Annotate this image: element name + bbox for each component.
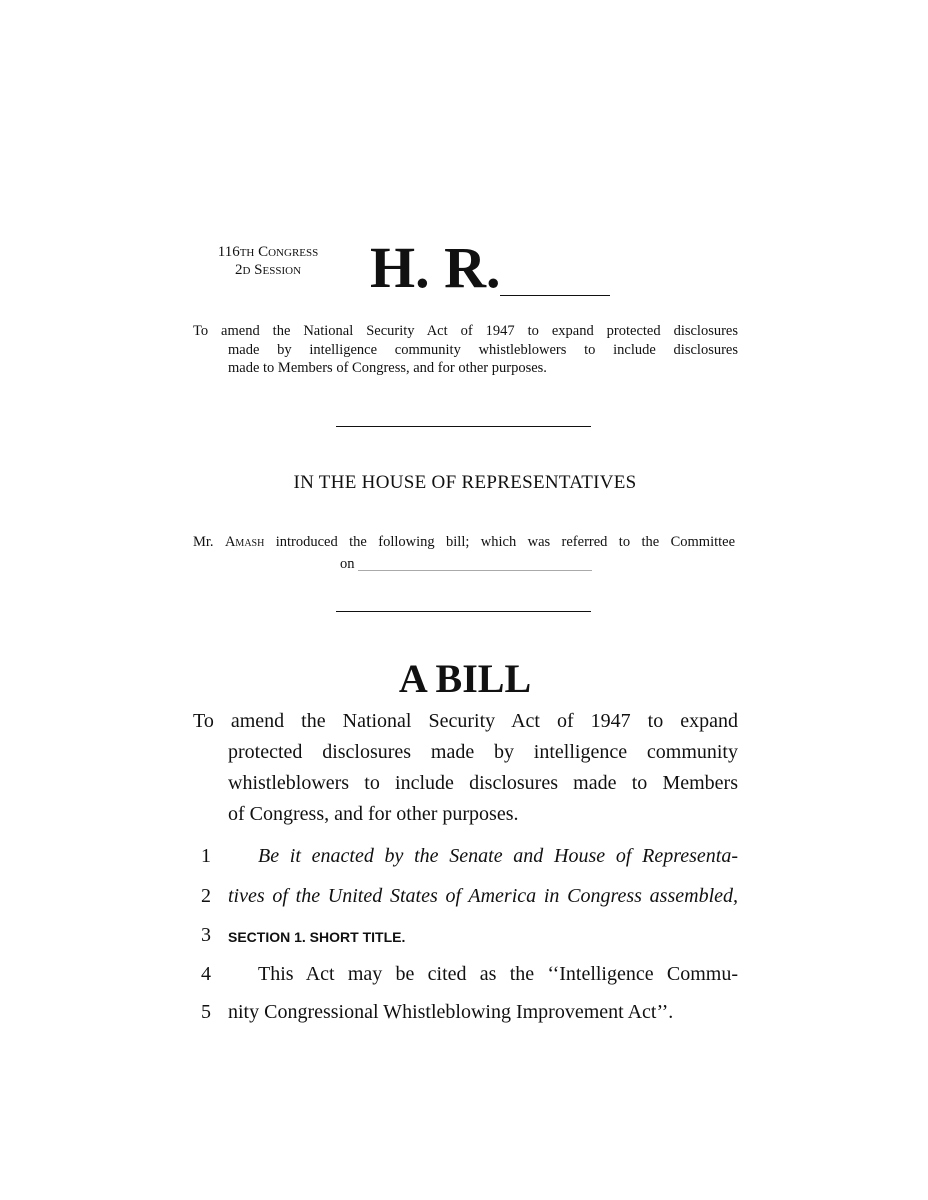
divider <box>336 611 591 612</box>
bill-number-prefix: H. R. <box>370 235 501 300</box>
long-title-line: of Congress, and for other purposes. <box>228 803 519 825</box>
line-number: 4 <box>201 963 211 985</box>
congress-label: 116th Congress <box>217 244 319 260</box>
short-description-line: made by intelligence community whistleblowers to include disclosures <box>228 341 738 358</box>
congress-session-block <box>186 243 350 279</box>
section-heading: SECTION 1. SHORT TITLE. <box>228 929 406 945</box>
short-description-line: To amend the National Security Act of 1947 to expand protected disclosures <box>193 323 738 339</box>
short-description <box>193 322 738 378</box>
bill-number-blank <box>500 295 610 296</box>
short-description-line: made to Members of Congress, and for other purposes. <box>228 360 547 376</box>
divider <box>336 426 591 427</box>
line-number: 1 <box>201 845 211 867</box>
long-title <box>193 706 738 830</box>
introduction-text: introduced the following bill; which was referred to the Committee <box>275 534 736 550</box>
long-title-line: protected disclosures made by intelligence community <box>228 741 738 763</box>
sponsor-name: Amash <box>224 534 265 550</box>
bill-heading: A BILL <box>398 656 532 701</box>
long-title-line: To amend the National Security Act of 1947 to expand <box>193 710 738 732</box>
section-text-line: This Act may be cited as the ‘‘Intelligence Commu- <box>258 963 738 985</box>
committee-blank <box>358 570 592 571</box>
mr-prefix: Mr. <box>193 534 214 550</box>
line-number: 5 <box>201 1001 211 1023</box>
session-label: 2d Session <box>234 262 302 278</box>
committee-on-label: on <box>340 556 355 572</box>
enacting-clause-line: Be it enacted by the Senate and House of Representa- <box>258 845 738 867</box>
chamber-heading: IN THE HOUSE OF REPRESENTATIVES <box>293 472 637 493</box>
enacting-clause-line: tives of the United States of America in Congress assembled, <box>228 885 738 907</box>
introduction-line <box>193 534 735 551</box>
long-title-line: whistleblowers to include disclosures made to Members <box>228 772 738 794</box>
line-number: 3 <box>201 924 211 946</box>
line-number: 2 <box>201 885 211 907</box>
section-text-line: nity Congressional Whistleblowing Improvement Act’’. <box>228 1001 674 1023</box>
